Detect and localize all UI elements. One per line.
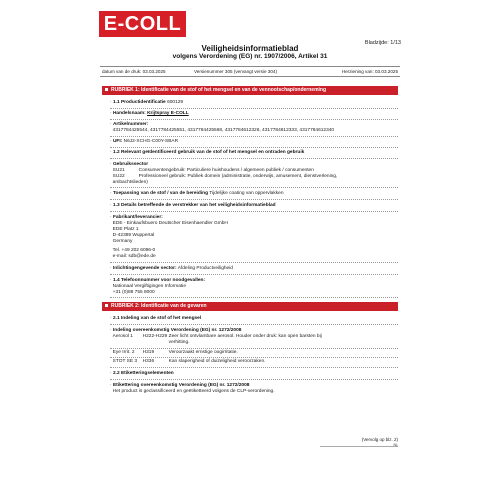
emergency-phone: · 1.4 Telefoonnummer voor noodgevallen: Nationaal Vergiftigingen Informatie +31 (0)88 755 8000 <box>110 278 206 295</box>
document-subtitle: volgens Verordening (EG) nr. 1907/2006, Artikel 31 <box>172 53 328 60</box>
bullet-icon <box>105 88 108 91</box>
section-1-3-heading: · 1.3 Details betreffende de verstrekker van het veiligheidsinformatieblad <box>110 203 276 208</box>
section-2-heading: RUBRIEK 2: Identificatie van de gevaren <box>102 302 398 311</box>
revision-date: Herziening van: 03.03.2025 <box>341 69 398 74</box>
separator <box>110 262 398 263</box>
ufi-code: · UFI: N6J2-XCHG-C00Y-SBAR <box>110 139 179 144</box>
classification-row: Eye Irrit. 2 H319 Veroorzaakt ernstige oogirritatie. <box>112 350 238 355</box>
header-divider-top <box>100 66 400 67</box>
separator <box>110 379 398 380</box>
separator <box>110 158 398 159</box>
header-divider-bottom <box>100 76 400 77</box>
section-2-1-heading: · 2.1 Indeling van de stof of het mengsel <box>110 316 202 321</box>
separator <box>110 136 398 137</box>
section-1-2-heading: · 1.2 Relevant geïdentificeerd gebruik van de stof of het mengsel en ontraden gebruik <box>110 150 305 155</box>
article-number: · Artikelnummer: 4317784425544, 4317784425551, 4317784425568, 4317784612326, 4317784612333, 4317784612340 <box>110 122 335 133</box>
language-code: NL <box>393 443 398 447</box>
classification-row: STOT SE 3 H336 Kan slaperigheid of duizeligheid veroorzaken. <box>112 359 266 364</box>
product-identifier: · 1.1 Productidentificatie 600129 <box>110 100 184 105</box>
bullet-icon <box>105 304 108 307</box>
application: · Toepassing van de stof / van de bereiding Tijdelijke coating van oppervlakken <box>110 191 284 196</box>
section-1-heading: RUBRIEK 1: Identificatie van de stof of het mengsel en van de vennootschap/onderneming <box>102 86 398 95</box>
print-date: datum van de druk: 03.03.2025 <box>102 69 166 74</box>
footer-divider <box>320 446 398 447</box>
trade-name: · Handelsnaam: Krijtspray E-COLL <box>110 111 189 116</box>
separator <box>110 297 398 298</box>
separator <box>110 324 398 325</box>
supplier-address: · Fabrikant/leverancier: EDE - Einkaufsbuero Deutscher Eisenhaendler GmbH EDE Platz 1 D-42389 Wuppertal Germany <box>110 215 228 244</box>
version-number: Versienummer 305 (vervangt versie 304) <box>194 69 277 74</box>
separator <box>110 187 398 188</box>
separator <box>110 119 398 120</box>
section-2-2-heading: · 2.2 Etiketteringselementen <box>110 371 174 376</box>
classification: · Indeling overeenkomstig Verordening (EG) nr. 1272/2008 Aerosol 1 H222-H229Zeer licht ontvlambare aerosol. Houder onder druk: kan open barsten bij verhitting. <box>110 328 322 345</box>
e-coll-logo: E-COLL <box>99 11 186 37</box>
separator <box>110 199 398 200</box>
use-sector: · Gebruikssector SU21 Consumentengebruik: Particuliere huishoudens / algemeen publiek / consumenten SU22 Professioneel gebruik: Publiek domein (administratie, onderwijs, amusement, dienstverlening, ambachtslieden) <box>110 162 338 185</box>
separator <box>110 357 398 358</box>
continued-note: (Vervolg op blz. 2) <box>361 437 398 442</box>
separator <box>110 367 398 368</box>
separator <box>110 348 398 349</box>
separator <box>110 274 398 275</box>
separator <box>110 147 398 148</box>
page-number: Bladzijde: 1/13 <box>364 40 401 46</box>
document-title: Veiligheidsinformatieblad <box>201 44 299 53</box>
separator <box>110 211 398 212</box>
supplier-contact: Tel. +49 202 6096-0 e-mail: sdb@ede.de <box>112 248 156 259</box>
info-department: · Inlichtingengevende sector: Afdeling Productveiligheid <box>110 266 233 271</box>
labelling: · Etikettering overeenkomstig Verordening (EG) nr. 1272/2008 Het product is geclassificeerd en geëtiketteerd volgens de CLP-verordening. <box>110 383 275 394</box>
separator <box>110 108 398 109</box>
